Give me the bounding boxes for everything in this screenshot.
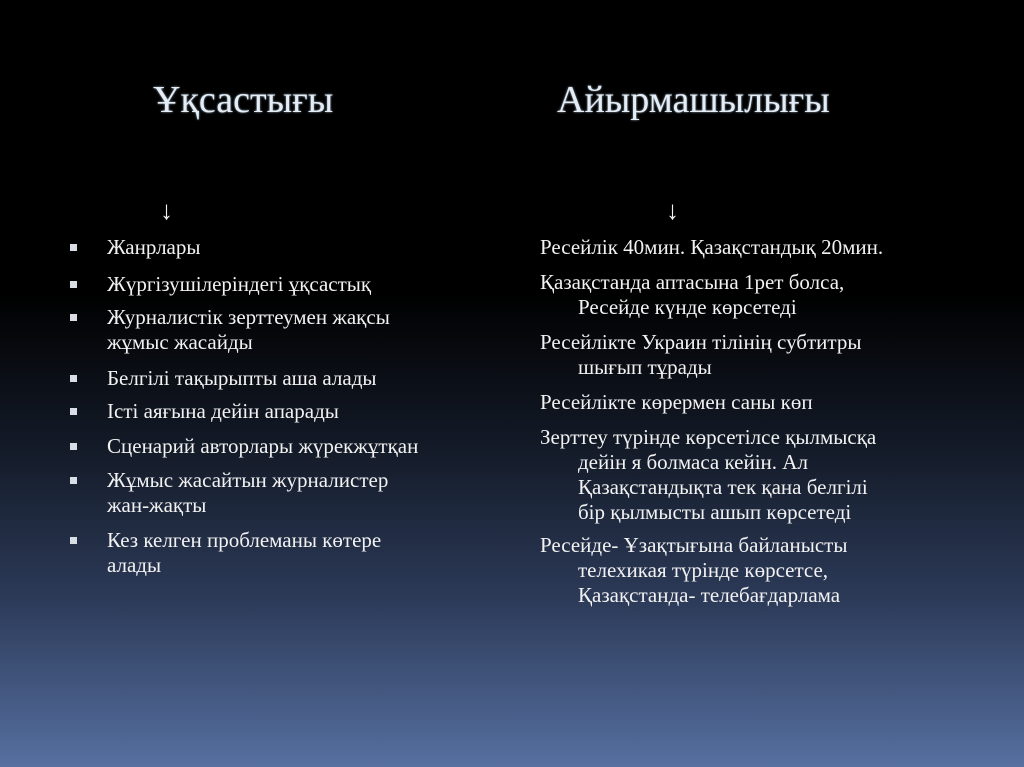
list-item-text: Ресейде күнде көрсетеді (578, 295, 797, 319)
list-item-text: Зерттеу түрінде көрсетілсе қылмысқа (540, 425, 877, 449)
list-item-text: шығып тұрады (578, 355, 712, 379)
bullet-icon (70, 281, 77, 288)
list-item (107, 468, 388, 518)
list-item-text: Ресейлікте көрермен саны көп (540, 390, 813, 414)
bullet-icon (70, 375, 77, 382)
list-item-text: дейін я болмаса кейін. Ал (578, 450, 808, 474)
down-arrow-icon: ↓ (160, 196, 173, 225)
list-item (540, 330, 861, 380)
bullet-icon (70, 314, 77, 321)
list-item-text: телехикая түрінде көрсетсе, (578, 558, 829, 582)
bullet-icon (70, 537, 77, 544)
list-item-text: жан-жақты (107, 493, 207, 517)
list-item (540, 390, 813, 415)
list-item (540, 533, 847, 608)
list-item (107, 235, 201, 260)
list-item-text: Сценарий авторлары жүрекжұтқан (107, 434, 419, 458)
list-item-text: Істі аяғына дейін апарады (107, 399, 339, 423)
bullet-icon (70, 443, 77, 450)
list-item-text: Ресейде- Ұзақтығына байланысты (540, 533, 848, 557)
bullet-icon (70, 408, 77, 415)
list-item (107, 366, 376, 391)
right-column-title: Айырмашылығы (557, 79, 830, 121)
list-item (107, 305, 390, 355)
list-item (107, 272, 371, 297)
list-item-text: бір қылмысты ашып көрсетеді (578, 500, 852, 524)
bullet-icon (70, 244, 77, 251)
list-item (107, 434, 418, 459)
list-item-text: Ресейлік 40мин. Қазақстандық 20мин. (540, 235, 884, 259)
list-item-text: Қазақстанда- телебағдарлама (578, 583, 841, 607)
list-item-text: Жанрлары (107, 235, 201, 259)
list-item-text: Ресейлікте Украин тілінің субтитры (540, 330, 862, 354)
list-item (540, 425, 876, 525)
list-item-text: Қазақстанда аптасына 1рет болса, (540, 270, 845, 294)
list-item-text: жұмыс жасайды (107, 330, 253, 354)
list-item-text: алады (107, 553, 162, 577)
bullet-icon (70, 477, 77, 484)
list-item (540, 270, 844, 320)
list-item-text: Қазақстандықта тек қана белгілі (578, 475, 868, 499)
down-arrow-icon: ↓ (666, 196, 679, 225)
list-item-text: Жүргізушілеріндегі ұқсастық (107, 272, 372, 296)
list-item-text: Журналистік зерттеумен жақсы (107, 305, 390, 329)
list-item (540, 235, 883, 260)
list-item-text: Жұмыс жасайтын журналистер (107, 468, 389, 492)
list-item-text: Кез келген проблеманы көтере (107, 528, 382, 552)
list-item (107, 528, 381, 578)
left-column-title: Ұқсастығы (153, 79, 334, 121)
list-item (107, 399, 339, 424)
list-item-text: Белгілі тақырыпты аша алады (107, 366, 377, 390)
